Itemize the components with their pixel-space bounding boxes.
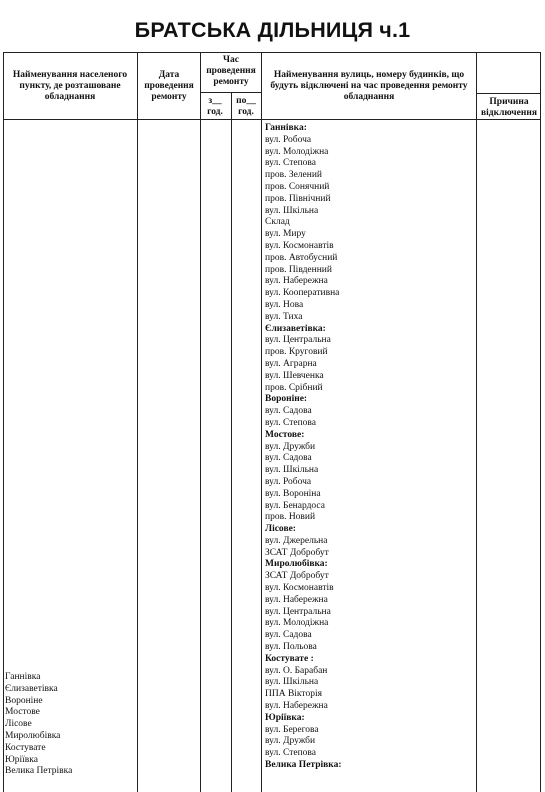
outage-table xyxy=(3,52,541,792)
settlement-heading: Юріївка: xyxy=(265,712,305,723)
settlement-item: Єлизаветівка xyxy=(5,683,58,694)
settlement-item: Мостове xyxy=(5,707,40,718)
header-time-to: по__ год. xyxy=(236,96,256,117)
header-reason: Причина відключення xyxy=(481,97,537,118)
street-item: вул. Тиха xyxy=(265,311,303,322)
street-item: вул. Набережна xyxy=(265,594,328,605)
settlement-item: Вороніне xyxy=(5,695,43,706)
settlements-list xyxy=(5,672,72,778)
settlement-heading: Єлизаветівка: xyxy=(265,323,326,334)
street-item: вул. Дружби xyxy=(265,736,316,747)
street-item: вул. Робоча xyxy=(265,476,312,487)
header-streets: Найменування вулиць, номеру будинків, що будуть відключені на час проведення ремонту обладнання xyxy=(270,70,468,102)
table-border-left xyxy=(3,52,4,792)
street-item: вул. Бенардоса xyxy=(265,500,325,511)
column-divider xyxy=(137,52,138,792)
time-header-divider xyxy=(200,92,261,93)
header-settlement: Найменування населеного пункту, де розташоване обладнання xyxy=(12,70,128,102)
street-item: вул. Шкільна xyxy=(265,677,319,688)
street-item: вул. Молодіжна xyxy=(265,618,329,629)
street-item: вул. Космонавтів xyxy=(265,583,334,594)
street-item: вул. Шевченка xyxy=(265,370,324,381)
street-item: вул. Миру xyxy=(265,229,306,240)
street-item: вул. Центральна xyxy=(265,606,331,617)
street-item: пров. Срібний xyxy=(265,382,323,393)
settlement-heading: Велика Петрівка: xyxy=(265,760,342,771)
settlement-heading: Костувате : xyxy=(265,653,314,664)
street-item: пров. Південний xyxy=(265,264,332,275)
street-item: пров. Автобусний xyxy=(265,252,338,263)
street-item: вул. Аграрна xyxy=(265,358,317,369)
settlement-heading: Мостове: xyxy=(265,429,305,440)
street-item: вул. Кооперативна xyxy=(265,288,340,299)
settlement-item: Велика Петрівка xyxy=(5,766,73,777)
street-item: вул. Джерельна xyxy=(265,535,328,546)
settlement-item: Лісове xyxy=(5,719,32,730)
header-date: Дата проведення ремонту xyxy=(144,70,194,102)
table-border-top xyxy=(3,52,541,53)
streets-list xyxy=(265,123,342,772)
street-item: пров. Круговий xyxy=(265,347,328,358)
street-item: вул. Нова xyxy=(265,299,304,310)
street-item: вул. Робоча xyxy=(265,134,312,145)
settlement-item: Костувате xyxy=(5,742,46,753)
street-item: вул. Дружби xyxy=(265,441,316,452)
street-item: пров. Новий xyxy=(265,512,316,523)
header-time: Час проведення ремонту xyxy=(206,55,256,87)
settlement-item: Ганнівка xyxy=(5,672,41,682)
street-item: ППА Вікторія xyxy=(265,689,322,700)
street-item: вул. Молодіжна xyxy=(265,146,329,157)
settlement-heading: Вороніне: xyxy=(265,394,308,405)
reason-header-divider xyxy=(476,93,541,94)
street-item: вул. Садова xyxy=(265,406,312,417)
table-border-right xyxy=(540,52,541,792)
street-item: вул. Степова xyxy=(265,748,316,759)
street-item: вул. Польова xyxy=(265,642,317,653)
settlement-heading: Ганнівка: xyxy=(265,123,307,133)
street-item: вул. Берегова xyxy=(265,724,319,735)
street-item: ЗСАТ Добробут xyxy=(265,571,329,582)
settlement-heading: Лісове: xyxy=(265,524,296,535)
street-item: вул. Набережна xyxy=(265,276,328,287)
street-item: пров. Північний xyxy=(265,193,331,204)
street-item: пров. Зелений xyxy=(265,170,323,181)
header-bottom-line xyxy=(3,119,541,120)
settlement-item: Юріївка xyxy=(5,754,38,765)
settlement-item: Миролюбівка xyxy=(5,730,61,741)
street-item: вул. Шкільна xyxy=(265,205,319,216)
settlement-heading: Миролюбівка: xyxy=(265,559,328,570)
column-divider xyxy=(261,52,262,792)
street-item: вул. Космонавтів xyxy=(265,240,334,251)
page-title: БРАТСЬКА ДІЛЬНИЦЯ ч.1 xyxy=(134,18,411,42)
column-divider xyxy=(200,52,201,792)
street-item: Склад xyxy=(265,217,290,228)
street-item: пров. Сонячний xyxy=(265,181,330,192)
street-item: вул. Степова xyxy=(265,158,316,169)
header-time-from: з__ год. xyxy=(207,96,223,117)
street-item: вул. Шкільна xyxy=(265,465,319,476)
street-item: вул. Садова xyxy=(265,453,312,464)
street-item: вул. О. Барабан xyxy=(265,665,328,676)
street-item: вул. Садова xyxy=(265,630,312,641)
column-divider xyxy=(476,52,477,792)
street-item: ЗСАТ Добробут xyxy=(265,547,329,558)
street-item: вул. Вороніна xyxy=(265,488,321,499)
street-item: вул. Центральна xyxy=(265,335,331,346)
street-item: вул. Набережна xyxy=(265,701,328,712)
column-divider xyxy=(231,92,232,792)
street-item: вул. Степова xyxy=(265,417,316,428)
